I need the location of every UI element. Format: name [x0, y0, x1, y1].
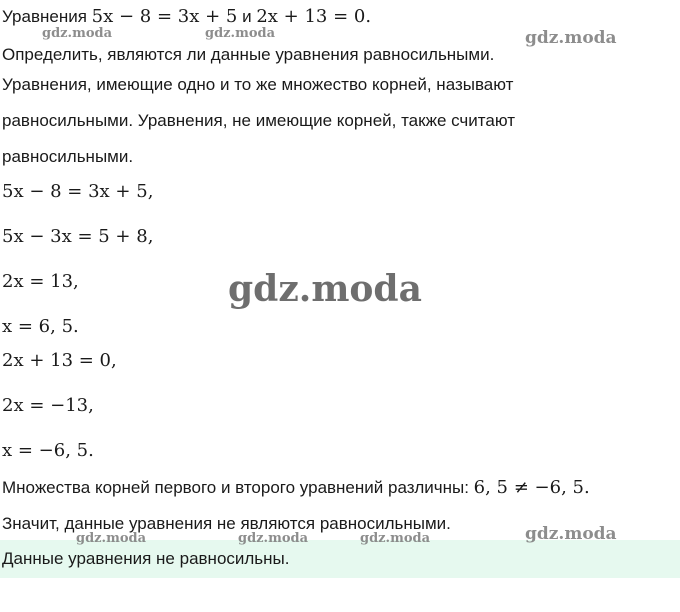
answer-box	[0, 540, 680, 578]
intro-line	[2, 6, 371, 28]
solution-2-step-2: 2x = −13,	[2, 395, 94, 416]
intro-label: Уравнения	[2, 7, 87, 26]
watermark: gdz.moda	[205, 26, 276, 41]
solution-1-step-1: 5x − 8 = 3x + 5,	[2, 181, 154, 202]
definition-line-1: Уравнения, имеющие одно и то же множество корней, называют	[2, 75, 514, 94]
conclusion-text: Значит, данные уравнения не являются равносильными.	[2, 514, 451, 533]
solution-1-step-3: 2x = 13,	[2, 271, 79, 292]
watermark-large: gdz.moda	[228, 268, 422, 310]
equation-2: 2x + 13 = 0.	[256, 6, 372, 27]
comparison-text: Множества корней первого и второго уравнений различны:	[2, 478, 469, 497]
intro-conjunction: и	[242, 7, 252, 26]
watermark: gdz.moda	[360, 531, 431, 546]
solution-1-step-2: 5x − 3x = 5 + 8,	[2, 226, 154, 247]
solution-2-step-1: 2x + 13 = 0,	[2, 350, 117, 371]
solution-1-step-4: x = 6, 5.	[2, 316, 79, 337]
answer-text: Данные уравнения не равносильны.	[2, 549, 290, 568]
comparison-math: 6, 5 ≠ −6, 5.	[473, 477, 590, 498]
watermark: gdz.moda	[238, 531, 309, 546]
equation-1: 5x − 8 = 3x + 5	[91, 6, 238, 27]
watermark: gdz.moda	[42, 26, 113, 41]
watermark: gdz.moda	[525, 524, 617, 544]
comparison-line	[2, 477, 590, 499]
solution-2-step-3: x = −6, 5.	[2, 440, 94, 461]
watermark: gdz.moda	[76, 531, 147, 546]
watermark: gdz.moda	[525, 28, 617, 48]
task-text: Определить, являются ли данные уравнения равносильными.	[2, 45, 495, 64]
definition-line-3: равносильными.	[2, 147, 134, 166]
definition-line-2: равносильными. Уравнения, не имеющие корней, также считают	[2, 111, 515, 130]
